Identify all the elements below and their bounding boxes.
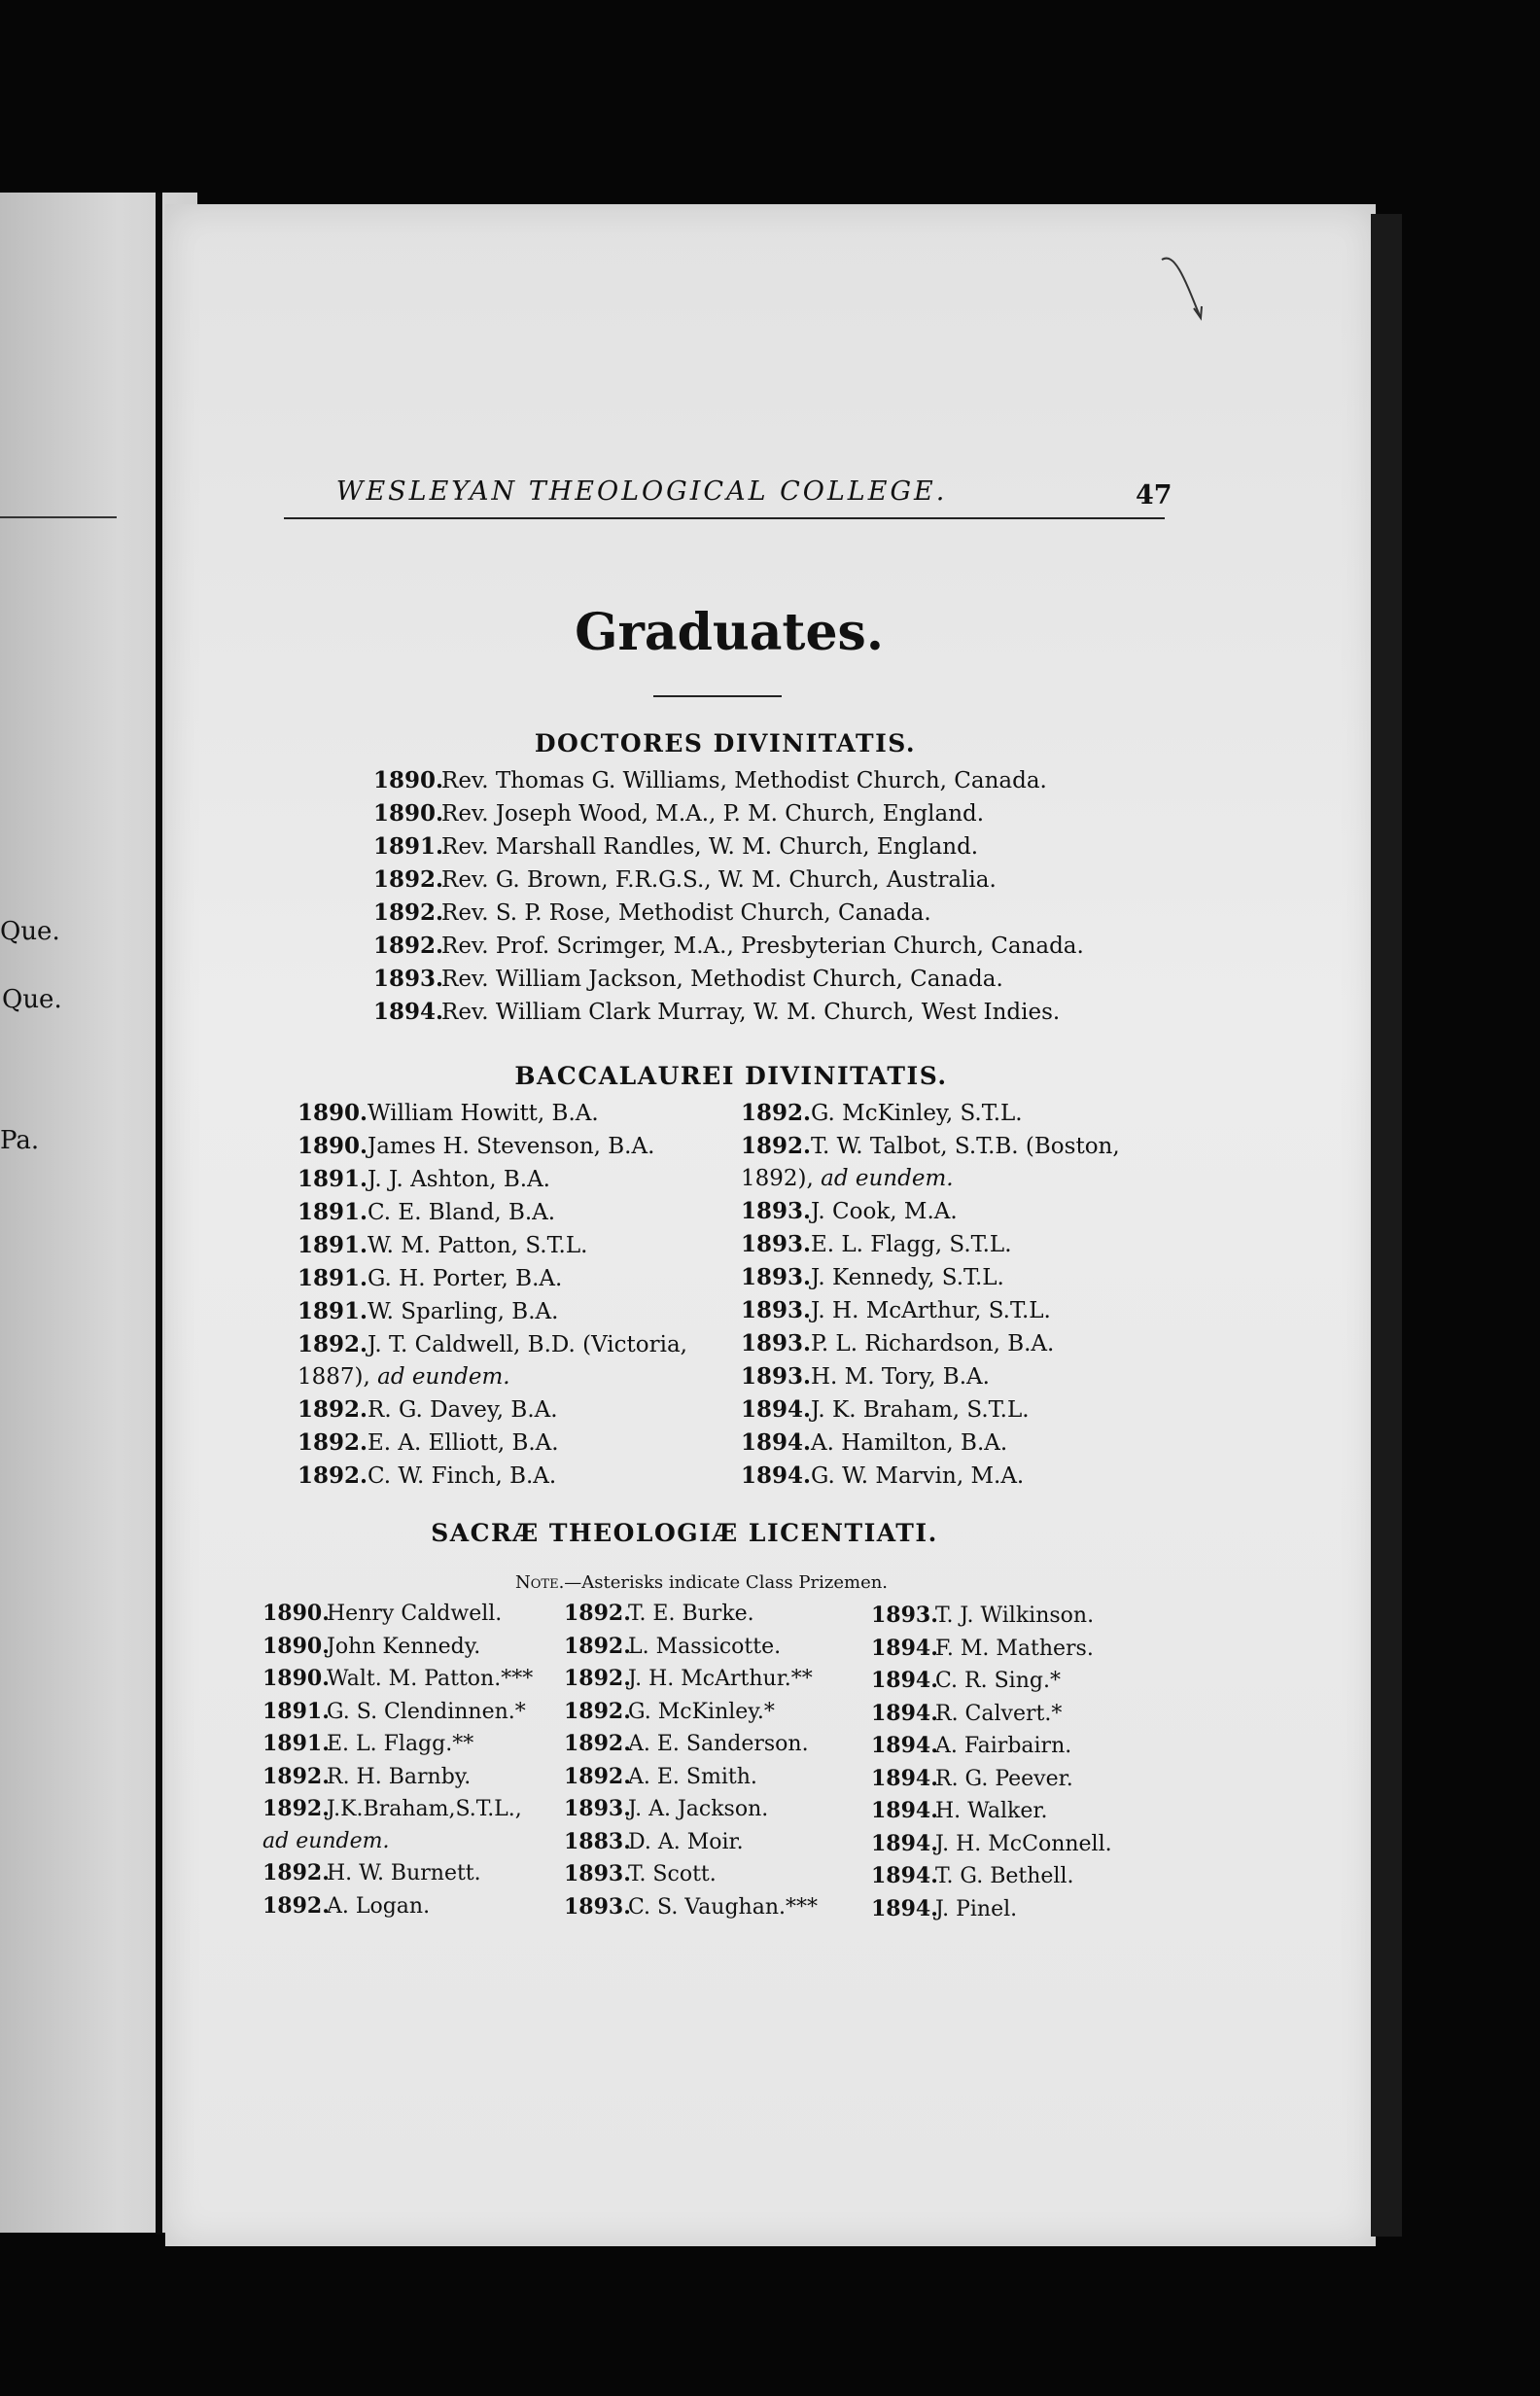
- entry-year: 1892.: [564, 1601, 631, 1626]
- entry-year: 1892.: [564, 1666, 631, 1691]
- entry-text: Henry Caldwell.: [327, 1602, 503, 1626]
- entry-text: R. Calvert.*: [935, 1701, 1063, 1726]
- entry-year: 1894.: [871, 1830, 938, 1856]
- list-item: [298, 1393, 687, 1427]
- entry-text: T. W. Talbot, S.T.B. (Boston,: [811, 1134, 1120, 1159]
- list-item: [298, 1262, 687, 1295]
- entry-year: 1890.: [298, 1100, 368, 1126]
- entry-text: H. Walker.: [935, 1799, 1048, 1823]
- entry-year: 1892.: [262, 1796, 330, 1821]
- list-item: [262, 1598, 533, 1631]
- entry-text: Rev. William Jackson, Methodist Church, Canada.: [441, 967, 1003, 992]
- entry-text: J. K. Braham, S.T.L.: [811, 1397, 1030, 1423]
- entry-year: 1894.: [871, 1700, 938, 1726]
- list-item: [373, 963, 1084, 996]
- licentiati-note: [515, 1572, 888, 1593]
- entry-text: J.K.Braham,S.T.L.,: [327, 1797, 522, 1821]
- list-item: [298, 1196, 687, 1229]
- entry-year: 1893.: [564, 1861, 631, 1886]
- section-heading-doctores: DOCTORES DIVINITATIS.: [534, 729, 917, 758]
- entry-year: 1890.: [373, 767, 444, 793]
- entry-year: 1890.: [262, 1633, 330, 1659]
- entry-year: 1894.: [741, 1462, 812, 1489]
- entry-year: 1891.: [373, 833, 444, 860]
- entry-year: 1892.: [262, 1892, 330, 1919]
- list-item: [741, 1393, 1120, 1427]
- list-item: [298, 1328, 687, 1361]
- entry-text: J. J. Ashton, B.A.: [368, 1167, 550, 1192]
- entry-text: William Howitt, B.A.: [368, 1101, 599, 1126]
- list-item: [871, 1795, 1112, 1828]
- left-fragment-text: Pa.: [0, 1126, 40, 1155]
- entry-text: J. Pinel.: [935, 1896, 1018, 1921]
- entry-text: A. Hamilton, B.A.: [811, 1430, 1008, 1456]
- left-page-rule: [0, 516, 117, 518]
- header-rule: [284, 517, 1165, 519]
- entry-year: 1893.: [741, 1297, 812, 1323]
- entry-text: G. McKinley.*: [628, 1699, 775, 1724]
- entry-year: 1891.: [262, 1731, 330, 1756]
- entry-year: 1894.: [871, 1668, 938, 1693]
- entry-year: 1890.: [262, 1666, 330, 1691]
- entry-text: R. H. Barnby.: [327, 1764, 472, 1789]
- list-item: [871, 1860, 1112, 1893]
- list-item: [741, 1228, 1120, 1261]
- list-item: [741, 1130, 1120, 1163]
- list-item: [741, 1294, 1120, 1327]
- entry-year: 1892.: [741, 1133, 812, 1159]
- list-item: [741, 1195, 1120, 1228]
- entry-text: L. Massicotte.: [628, 1634, 782, 1659]
- list-item: [298, 1295, 687, 1328]
- list-item: [564, 1891, 818, 1924]
- entry-text: R. G. Peever.: [935, 1766, 1073, 1791]
- entry-year: 1893.: [871, 1603, 938, 1628]
- list-item: [298, 1229, 687, 1262]
- entry-year: 1892.: [262, 1763, 330, 1789]
- baccalaurei-column-1: [298, 1097, 687, 1493]
- entry-year: 1893.: [741, 1264, 812, 1290]
- entry-year: 1893.: [741, 1330, 812, 1357]
- entry-year: 1892.: [373, 899, 444, 926]
- list-item: [262, 1728, 533, 1761]
- entry-text: J. H. McArthur.**: [628, 1667, 813, 1691]
- list-item: [741, 1327, 1120, 1360]
- entry-year: 1892.: [373, 866, 444, 893]
- section-heading-licentiati: SACRÆ THEOLOGIÆ LICENTIATI.: [431, 1519, 938, 1547]
- entry-text: Walt. M. Patton.***: [327, 1667, 534, 1691]
- list-item: [741, 1427, 1120, 1460]
- entry-year: 1891.: [298, 1298, 368, 1324]
- left-fragment-text: Que.: [2, 985, 62, 1014]
- list-item: [373, 764, 1084, 797]
- list-item: [262, 1826, 533, 1858]
- entry-italic-text: ad eundem.: [377, 1364, 510, 1390]
- entry-text: T. G. Bethell.: [935, 1864, 1074, 1888]
- list-item: [373, 797, 1084, 830]
- entry-text: T. J. Wilkinson.: [935, 1603, 1095, 1628]
- list-item: [262, 1890, 533, 1923]
- list-item: [741, 1261, 1120, 1294]
- entry-text: J. H. McConnell.: [935, 1831, 1112, 1856]
- list-item: [871, 1698, 1112, 1731]
- entry-text: A. Logan.: [327, 1893, 431, 1919]
- entry-text: A. Fairbairn.: [935, 1734, 1072, 1758]
- entry-year: 1883.: [564, 1828, 631, 1854]
- list-item: [564, 1598, 818, 1631]
- entry-text: Rev. Joseph Wood, M.A., P. M. Church, England.: [441, 801, 985, 827]
- entry-text: C. E. Bland, B.A.: [368, 1200, 556, 1225]
- list-item: [871, 1600, 1112, 1633]
- doctores-list: [373, 764, 1084, 1029]
- entry-year: 1894.: [741, 1396, 812, 1423]
- entry-text: J. A. Jackson.: [628, 1797, 769, 1821]
- entry-text: H. M. Tory, B.A.: [811, 1364, 990, 1390]
- licentiati-column-1: [262, 1598, 533, 1922]
- entry-text: A. E. Smith.: [628, 1764, 757, 1789]
- entry-text: C. S. Vaughan.***: [628, 1894, 818, 1920]
- entry-text: C. R. Sing.*: [935, 1669, 1061, 1693]
- list-item: [262, 1857, 533, 1890]
- list-item: [741, 1360, 1120, 1393]
- entry-text: R. G. Davey, B.A.: [368, 1397, 558, 1423]
- note-text: —Asterisks indicate Class Prizemen.: [564, 1572, 889, 1593]
- page-title: Graduates.: [575, 603, 884, 662]
- entry-year: 1893.: [373, 966, 444, 992]
- entry-year: 1892.: [564, 1731, 631, 1756]
- entry-year: 1891.: [298, 1265, 368, 1291]
- page-number: 47: [1136, 480, 1172, 511]
- entry-italic-text: ad eundem.: [262, 1828, 390, 1853]
- entry-year: 1891.: [262, 1698, 330, 1724]
- entry-text: E. A. Elliott, B.A.: [368, 1430, 559, 1456]
- list-item: [298, 1130, 687, 1163]
- list-item: [373, 897, 1084, 930]
- entry-text: C. W. Finch, B.A.: [368, 1463, 557, 1489]
- entry-year: 1894.: [871, 1765, 938, 1791]
- entry-year: 1894.: [871, 1863, 938, 1888]
- entry-text: J. H. McArthur, S.T.L.: [811, 1298, 1051, 1323]
- note-label: Note.: [515, 1572, 565, 1593]
- list-item: [871, 1893, 1112, 1926]
- list-item: [262, 1793, 533, 1826]
- licentiati-column-2: [564, 1598, 818, 1923]
- entry-text: W. M. Patton, S.T.L.: [368, 1233, 588, 1258]
- list-item: [564, 1761, 818, 1794]
- list-item: [373, 930, 1084, 963]
- list-item: [564, 1663, 818, 1696]
- entry-text: T. Scott.: [628, 1862, 717, 1886]
- entry-text: W. Sparling, B.A.: [368, 1299, 559, 1324]
- list-item: [298, 1460, 687, 1493]
- entry-text: Rev. William Clark Murray, W. M. Church, West Indies.: [441, 1000, 1061, 1025]
- entry-text: Rev. Thomas G. Williams, Methodist Church, Canada.: [441, 768, 1047, 793]
- running-header: WESLEYAN THEOLOGICAL COLLEGE.: [335, 476, 948, 507]
- list-item: [871, 1828, 1112, 1861]
- entry-year: 1892.: [298, 1462, 368, 1489]
- entry-text: A. E. Sanderson.: [628, 1732, 809, 1756]
- entry-year: 1890.: [262, 1601, 330, 1626]
- list-item: [298, 1163, 687, 1196]
- entry-text: Rev. G. Brown, F.R.G.S., W. M. Church, Australia.: [441, 867, 997, 893]
- section-heading-baccalaurei: BACCALAUREI DIVINITATIS.: [514, 1062, 948, 1090]
- list-item: [262, 1761, 533, 1794]
- list-item: [741, 1163, 1120, 1195]
- entry-text: T. E. Burke.: [628, 1602, 754, 1626]
- page-edge-shadow: [1371, 214, 1402, 2237]
- entry-text: J. Cook, M.A.: [811, 1199, 958, 1224]
- title-rule: [653, 695, 782, 697]
- entry-year: 1892.: [262, 1860, 330, 1885]
- entry-year: 1894.: [871, 1635, 938, 1661]
- entry-text: J. Kennedy, S.T.L.: [811, 1265, 1004, 1290]
- list-item: [564, 1793, 818, 1826]
- entry-text: G. H. Porter, B.A.: [368, 1266, 563, 1291]
- list-item: [741, 1460, 1120, 1493]
- list-item: [564, 1858, 818, 1891]
- list-item: [373, 830, 1084, 863]
- entry-year: 1893.: [741, 1363, 812, 1390]
- entry-year: 1892.: [564, 1698, 631, 1724]
- entry-text: Rev. Marshall Randles, W. M. Church, England.: [441, 834, 979, 860]
- entry-text: E. L. Flagg.**: [327, 1732, 474, 1756]
- entry-text: P. L. Richardson, B.A.: [811, 1331, 1055, 1357]
- list-item: [373, 863, 1084, 897]
- entry-text: G. S. Clendinnen.*: [327, 1699, 526, 1724]
- list-item: [564, 1826, 818, 1859]
- entry-year: 1892.: [298, 1331, 368, 1357]
- entry-year: 1891.: [298, 1199, 368, 1225]
- entry-text: 1892),: [741, 1166, 814, 1191]
- entry-year: 1890.: [298, 1133, 368, 1159]
- entry-year: 1894.: [741, 1429, 812, 1456]
- baccalaurei-column-2: [741, 1097, 1120, 1493]
- entry-year: 1893.: [741, 1198, 812, 1224]
- list-item: [564, 1696, 818, 1729]
- list-item: [741, 1097, 1120, 1130]
- entry-text: E. L. Flagg, S.T.L.: [811, 1232, 1012, 1257]
- left-fragment-text: Que.: [0, 917, 60, 946]
- entry-year: 1893.: [564, 1893, 631, 1920]
- list-item: [871, 1763, 1112, 1796]
- entry-text: G. McKinley, S.T.L.: [811, 1101, 1023, 1126]
- entry-year: 1891.: [298, 1232, 368, 1258]
- entry-year: 1893.: [564, 1796, 631, 1821]
- entry-text: F. M. Mathers.: [935, 1636, 1094, 1661]
- entry-year: 1892.: [741, 1100, 812, 1126]
- entry-year: 1892.: [564, 1763, 631, 1789]
- entry-year: 1894.: [871, 1798, 938, 1823]
- list-item: [262, 1696, 533, 1729]
- list-item: [298, 1427, 687, 1460]
- entry-year: 1892.: [373, 933, 444, 959]
- entry-year: 1890.: [373, 800, 444, 827]
- pencil-mark: [1157, 248, 1215, 326]
- list-item: [373, 996, 1084, 1029]
- entry-year: 1894.: [373, 999, 444, 1025]
- entry-text: John Kennedy.: [327, 1634, 481, 1659]
- list-item: [262, 1663, 533, 1696]
- entry-year: 1894.: [871, 1895, 938, 1921]
- entry-year: 1892.: [298, 1396, 368, 1423]
- entry-year: 1894.: [871, 1733, 938, 1758]
- list-item: [564, 1631, 818, 1664]
- list-item: [871, 1730, 1112, 1763]
- entry-text: Rev. Prof. Scrimger, M.A., Presbyterian Church, Canada.: [441, 934, 1084, 959]
- entry-text: Rev. S. P. Rose, Methodist Church, Canada.: [441, 900, 931, 926]
- list-item: [871, 1633, 1112, 1666]
- entry-text: J. T. Caldwell, B.D. (Victoria,: [368, 1332, 687, 1357]
- list-item: [871, 1665, 1112, 1698]
- licentiati-column-3: [871, 1600, 1112, 1925]
- entry-year: 1893.: [741, 1231, 812, 1257]
- entry-text: G. W. Marvin, M.A.: [811, 1463, 1025, 1489]
- list-item: [298, 1097, 687, 1130]
- entry-year: 1892.: [298, 1429, 368, 1456]
- entry-text: James H. Stevenson, B.A.: [368, 1134, 655, 1159]
- list-item: [262, 1631, 533, 1664]
- entry-text: D. A. Moir.: [628, 1829, 744, 1854]
- entry-year: 1892.: [564, 1633, 631, 1659]
- entry-italic-text: ad eundem.: [821, 1166, 954, 1191]
- entry-text: 1887),: [298, 1364, 370, 1390]
- book-gutter: [156, 193, 162, 2235]
- entry-text: H. W. Burnett.: [327, 1861, 481, 1885]
- list-item: [564, 1728, 818, 1761]
- entry-year: 1891.: [298, 1166, 368, 1192]
- list-item: [298, 1361, 687, 1393]
